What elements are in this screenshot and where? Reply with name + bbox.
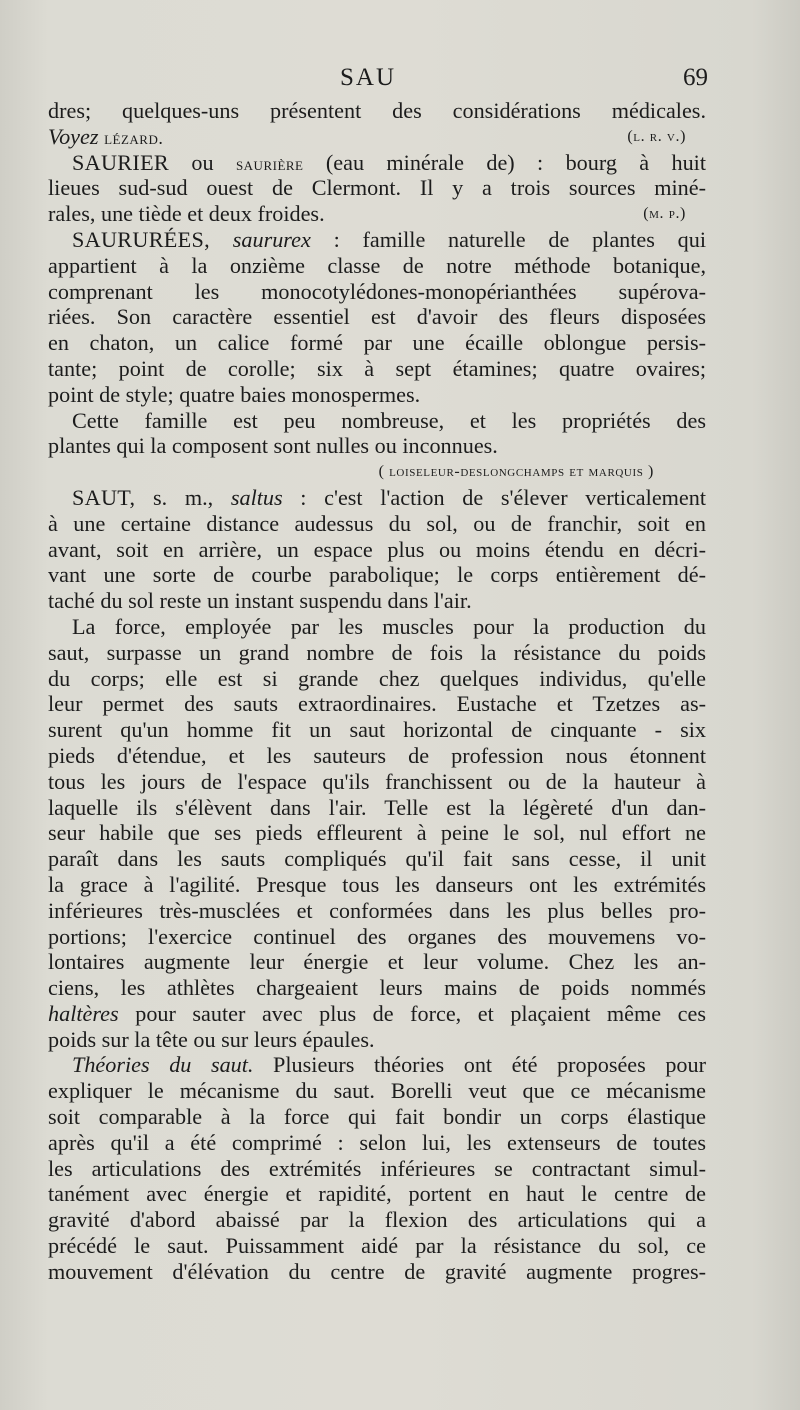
text-line: laquelle ils s'élèvent dans l'air. Telle est la légèreté d'un dan- <box>48 794 706 820</box>
text-line: ciens, les athlètes chargeaient leurs mains de poids nommés <box>48 975 706 1001</box>
cross-reference-line <box>48 124 706 150</box>
text-line: leur permet des sauts extraordinaires. Eustache et Tzetzes as- <box>48 691 706 717</box>
text-line: pieds d'étendue, et les sauteurs de profession nous étonnent <box>48 742 706 768</box>
text-line: Cette famille est peu nombreuse, et les propriétés des <box>72 407 706 433</box>
text-line: précédé le saut. Puissamment aidé par la résistance du sol, ce <box>48 1233 706 1259</box>
text-line: rales, une tiède et deux froides. (m. p.) <box>48 201 706 227</box>
text-line: la grace à l'agilité. Presque tous les danseurs ont les extrémités <box>48 871 706 897</box>
text-line: portions; l'exercice continuel des organes des mouvemens vo- <box>48 923 706 949</box>
cross-reference: lézard. <box>104 127 164 148</box>
entry-saurier: SAURIER ou saurière (eau minérale de) : bourg à huit <box>72 149 707 175</box>
text-line: soit comparable à la force qui fait bondir un corps élastique <box>48 1104 706 1130</box>
headword: SAUT, <box>72 484 136 510</box>
text-line: vant une sorte de courbe parabolique; le corps entièrement dé- <box>48 562 706 588</box>
text-line: lontaires augmente leur énergie et leur volume. Chez les an- <box>48 949 706 975</box>
text-line: appartient à la onzième classe de notre méthode botanique, <box>48 252 706 278</box>
text-line: tanément avec énergie et rapidité, portent en haut le centre de <box>48 1181 706 1207</box>
section-title: Théories du saut. <box>72 1052 254 1078</box>
entry-saururees: SAURURÉES, saururex : famille naturelle de plantes qui <box>72 226 707 252</box>
text-line: inférieures très-musclées et conformées dans les plus belles pro- <box>48 897 706 923</box>
text-line: les articulations des extrémités inférieures se contractant simul- <box>48 1155 706 1181</box>
text-line: mouvement d'élévation du centre de gravité augmente progres- <box>48 1258 706 1284</box>
author-attribution: ( loiseleur-deslongchamps et marquis ) <box>378 463 654 481</box>
text-line: tous les jours de l'espace qu'ils franchissent ou de la hauteur à <box>48 768 706 794</box>
text-line: dres; quelques-uns présentent des considérations médicales. <box>48 98 706 123</box>
text-line: avant, soit en arrière, un espace plus ou moins étendu en décri- <box>48 536 706 562</box>
text-line: du corps; elle est si grande chez quelques individus, qu'elle <box>48 665 706 691</box>
text-line: riées. Son caractère essentiel est d'avoir des fleurs disposées <box>48 304 706 330</box>
text-line: paraît dans les sauts compliqués qu'il fait sans cesse, il unit <box>48 846 706 872</box>
section-theories: Théories du saut. Plusieurs théories ont été proposées pour <box>72 1052 706 1078</box>
running-head: SAU <box>340 64 397 91</box>
text-line: taché du sol reste un instant suspendu dans l'air. <box>48 588 472 614</box>
text-line: lieues sud-sud ouest de Clermont. Il y a trois sources miné- <box>48 175 706 201</box>
text-line: surent qu'un homme fit un saut horizontal de cinquante - six <box>48 717 706 743</box>
text-line: tante; point de corolle; six à sept étamines; quatre ovaires; <box>48 355 706 381</box>
text-line: haltères pour sauter avec plus de force, et plaçaient même ces <box>48 1000 707 1026</box>
text-line: plantes qui la composent sont nulles ou inconnues. <box>48 433 498 459</box>
page-number: 69 <box>683 64 708 91</box>
voyez-label: Voyez <box>48 123 99 149</box>
text-line: seur habile que ses pieds effleurent à peine le sol, nul effort ne <box>48 820 706 846</box>
text-line: après qu'il a été comprimé : selon lui, les extenseurs de toutes <box>48 1129 706 1155</box>
text-line: comprenant les monocotylédones-monopérianthées supérova- <box>48 278 706 304</box>
text-line: La force, employée par les muscles pour la production du <box>72 613 706 639</box>
text-line: expliquer le mécanisme du saut. Borelli veut que ce mécanisme <box>48 1078 706 1104</box>
author-attribution: (m. p.) <box>643 205 686 223</box>
headword: SAURURÉES, <box>72 226 210 252</box>
page-body <box>48 98 706 1285</box>
text-line: point de style; quatre baies monospermes. <box>48 381 421 407</box>
text-line: en chaton, un calice formé par une écaille oblongue persis- <box>48 330 706 356</box>
headword: SAURIER <box>72 149 170 175</box>
text-line: poids sur la tête ou sur leurs épaules. <box>48 1026 375 1052</box>
entry-saut: SAUT, s. m., saltus : c'est l'action de s'élever verticalement <box>72 484 707 510</box>
text-line: saut, surpasse un grand nombre de fois la résistance du poids <box>48 639 706 665</box>
page-header <box>0 64 800 98</box>
author-attribution: (l. r. v.) <box>627 127 686 145</box>
text-line: gravité d'abord abaissé par la flexion des articulations qui a <box>48 1207 706 1233</box>
text-line: à une certaine distance audessus du sol, ou de franchir, soit en <box>48 510 706 536</box>
